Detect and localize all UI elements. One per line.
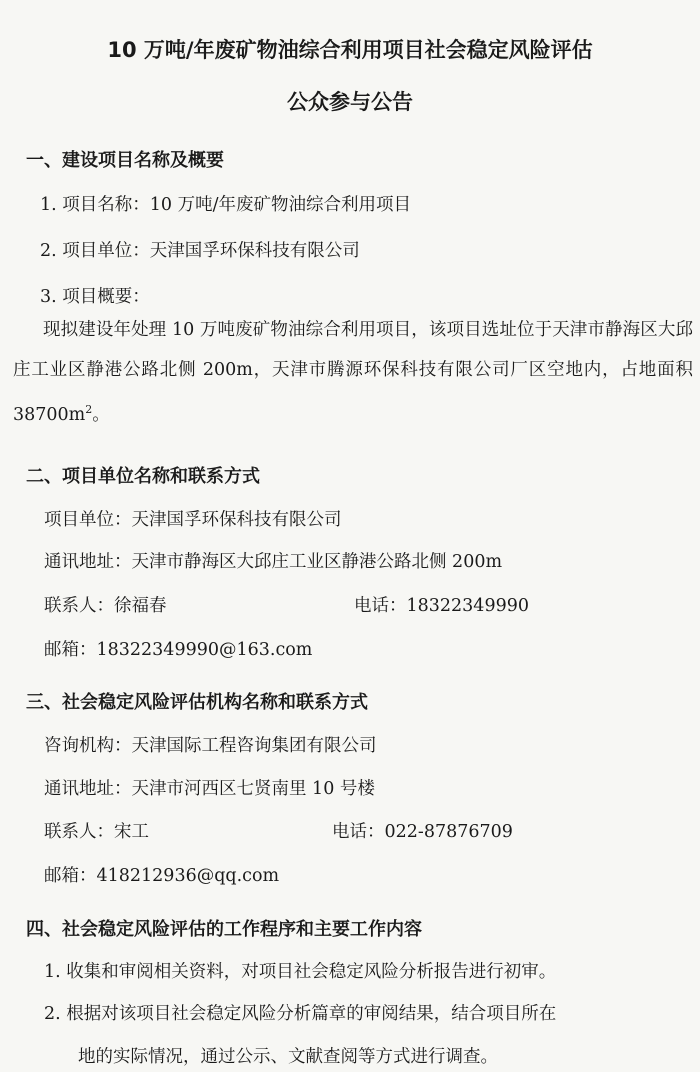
section-1-heading: 一、建设项目名称及概要	[26, 150, 224, 171]
section-3-contact: 联系人：宋工	[44, 822, 149, 842]
section-1-item-1: 1. 项目名称：10 万吨/年废矿物油综合利用项目	[40, 195, 411, 215]
section-2-email: 邮箱：18322349990@163.com	[44, 640, 313, 660]
section-3-email: 邮箱：418212936@qq.com	[44, 866, 280, 886]
section-2-phone: 电话：18322349990	[354, 596, 529, 616]
section-4-item-1: 1. 收集和审阅相关资料，对项目社会稳定风险分析报告进行初审。	[44, 962, 557, 982]
section-4-heading: 四、社会稳定风险评估的工作程序和主要工作内容	[26, 919, 422, 940]
title-line-2: 公众参与公告	[287, 90, 413, 114]
title-line-1: 10 万吨/年废矿物油综合利用项目社会稳定风险评估	[107, 38, 593, 62]
section-1-item-3: 3. 项目概要：	[40, 287, 150, 307]
section-1-item-2: 2. 项目单位：天津国孚环保科技有限公司	[40, 241, 360, 261]
section-3-agency: 咨询机构：天津国际工程咨询集团有限公司	[44, 736, 377, 756]
section-4-item-2-line-2: 地的实际情况，通过公示、文献查阅等方式进行调查。	[78, 1047, 498, 1067]
section-2-unit: 项目单位：天津国孚环保科技有限公司	[44, 510, 342, 530]
section-3-address: 通讯地址：天津市河西区七贤南里 10 号楼	[44, 779, 375, 799]
section-3-heading: 三、社会稳定风险评估机构名称和联系方式	[26, 692, 368, 713]
section-1-summary: 现拟建设年处理 10 万吨废矿物油综合利用项目，该项目选址位于天津市静海区大邱庄工业区静港公路北侧 200m，天津市腾源环保科技有限公司厂区空地内，占地面积 $38700m^2$。	[13, 320, 693, 425]
section-2-contact: 联系人：徐福春	[44, 596, 167, 616]
section-2-heading: 二、项目单位名称和联系方式	[26, 466, 260, 487]
section-3-phone: 电话：022-87876709	[332, 822, 513, 842]
section-4-item-2-line-1: 2. 根据对该项目社会稳定风险分析篇章的审阅结果，结合项目所在	[44, 1004, 557, 1024]
section-2-address: 通讯地址：天津市静海区大邱庄工业区静港公路北侧 200m	[44, 552, 503, 572]
area-superscript: 2	[85, 403, 93, 416]
